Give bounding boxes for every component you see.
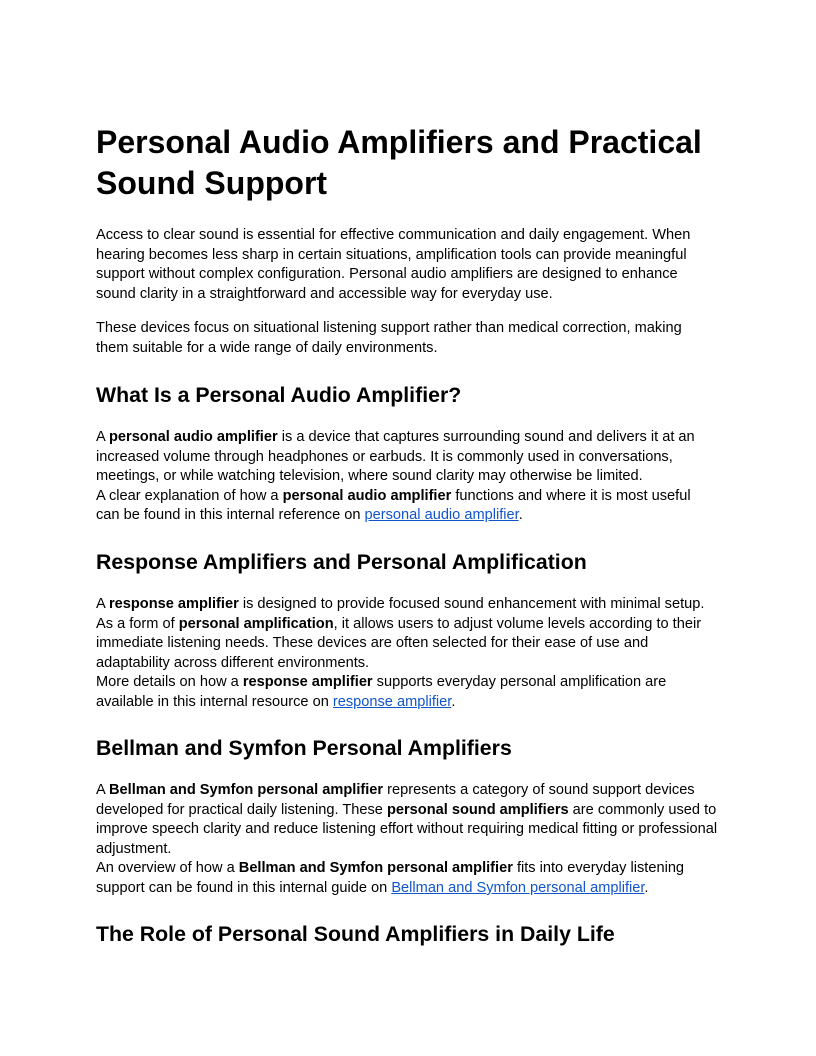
bold-term: Bellman and Symfon personal amplifier [108,782,384,798]
text-line: increased volume through headphones or earbuds. It is commonly used in conversations, [96,448,673,465]
title-line-2: Sound Support [96,165,328,201]
section-heading-response-amplifiers: Response Amplifiers and Personal Amplification [96,550,587,574]
section-paragraph-bellman-symfon [96,781,726,899]
text-line: them suitable for a wide range of daily environments. [96,339,438,356]
intro-paragraph-2 [96,319,726,358]
text-line: adaptability across different environments. [96,654,370,671]
bold-term: response amplifier [242,674,373,691]
bold-term: personal sound amplifiers [386,801,569,818]
page-title [96,122,726,204]
text-line: meetings, or while watching television, where sound clarity may otherwise be limited. [96,468,643,485]
text-line: These devices focus on situational listening support rather than medical correction, making [96,320,682,336]
text-line: More details on how a response amplifier supports everyday personal amplification are [96,674,667,691]
text-line: support without complex configuration. Personal audio amplifiers are designed to enhance [96,266,678,283]
text-line: available in this internal resource on response amplifier. [96,693,456,710]
bold-term: response amplifier [108,596,239,612]
section-heading-what-is: What Is a Personal Audio Amplifier? [96,383,462,407]
text-line: improve speech clarity and reduce listening effort without requiring medical fitting or professional [96,821,718,838]
section-paragraph-response-amplifiers [96,595,726,713]
personal-audio-amplifier-link[interactable]: personal audio amplifier [364,507,519,524]
bold-term: Bellman and Symfon personal amplifier [238,860,513,877]
text-line: adjustment. [96,840,172,857]
section-paragraph-what-is [96,428,726,526]
text-line: hearing becomes less sharp in certain situations, amplification tools can provide meaningful [96,246,687,263]
intro-paragraph-1 [96,226,726,304]
text-line: A clear explanation of how a personal audio amplifier functions and where it is most useful [96,487,691,504]
title-line-1: Personal Audio Amplifiers and Practical [96,124,702,160]
text-line: support can be found in this internal guide on Bellman and Symfon personal amplifier. [96,879,649,896]
text-line: Access to clear sound is essential for effective communication and daily engagement. When [96,227,691,243]
section-heading-bellman-symfon: Bellman and Symfon Personal Amplifiers [96,736,512,760]
text-line: A response amplifier is designed to provide focused sound enhancement with minimal setup. [96,596,705,612]
text-line: An overview of how a Bellman and Symfon personal amplifier fits into everyday listening [96,860,685,877]
text-line: sound clarity in a straightforward and accessible way for everyday use. [96,285,553,302]
text-line: As a form of personal amplification, it allows users to adjust volume levels according to their [96,615,702,632]
text-line: A personal audio amplifier is a device that captures surrounding sound and delivers it at an [96,429,695,445]
bold-term: personal audio amplifier [108,429,278,445]
text-line: can be found in this internal reference on personal audio amplifier. [96,507,523,524]
bold-term: personal audio amplifier [282,487,452,504]
section-heading-role-daily-life: The Role of Personal Sound Amplifiers in Daily Life [96,922,615,946]
bellman-symfon-link[interactable]: Bellman and Symfon personal amplifier [391,879,645,896]
text-line: A Bellman and Symfon personal amplifier represents a category of sound support devices [96,782,695,798]
bold-term: personal amplification [178,615,334,632]
response-amplifier-link[interactable]: response amplifier [332,693,452,710]
text-line: developed for practical daily listening. These personal sound amplifiers are commonly used to [96,801,717,818]
text-line: immediate listening needs. These devices are often selected for their ease of use and [96,635,649,652]
